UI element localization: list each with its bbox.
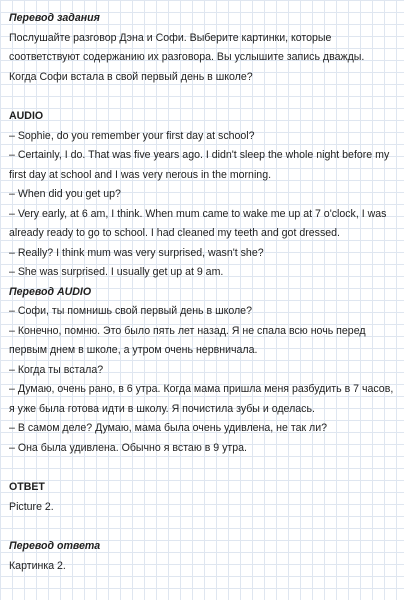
audio-line: – Really? I think mum was very surprised, wasn't she? (9, 246, 264, 259)
audio-translation-line: – В самом деле? Думаю, мама была очень удивлена, не так ли? (9, 422, 328, 434)
audio-line: – Certainly, I do. That was five years ago. I didn't sleep the whole night before my first day at school and I was very nerous in the morning. (9, 149, 390, 181)
audio-translation-dialogue (9, 302, 394, 458)
audio-dialogue (9, 127, 394, 283)
audio-translation-line: – Думаю, очень рано, в 6 утра. Когда мама пришла меня разбудить в 7 часов, я уже была готова идти в школу. Я почистила зубы и оделась. (9, 383, 394, 415)
audio-line: – When did you get up? (9, 188, 121, 200)
spacer (9, 517, 394, 537)
audio-line: – Sophie, do you remember your first day at school? (9, 129, 255, 142)
task-translation-heading: Перевод задания (9, 12, 100, 24)
audio-translation-line: – Когда ты встала? (9, 363, 104, 376)
answer-heading: ОТВЕТ (9, 481, 45, 493)
task-translation-text: Послушайте разговор Дэна и Софи. Выберите картинки, которые соответствуют содержанию их разговора. Вы услышите запись дважды. Когда Софи встала в свой первый день в школе? (9, 31, 365, 83)
audio-translation-line: – Конечно, помню. Это было пять лет назад. Я не спала всю ночь перед первым днем в школе, а утром очень нервничала. (9, 324, 366, 356)
audio-translation-line: – Она была удивлена. Обычно я встаю в 9 утра. (9, 441, 247, 454)
audio-translation-heading: Перевод AUDIO (9, 285, 92, 298)
audio-translation-line: – Софи, ты помнишь свой первый день в школе? (9, 305, 252, 317)
audio-heading: AUDIO (9, 110, 44, 122)
answer-text: Picture 2. (9, 500, 54, 513)
spacer (9, 87, 394, 107)
audio-line: – She was surprised. I usually get up at 9 am. (9, 266, 224, 278)
answer-translation-heading: Перевод ответа (9, 540, 101, 552)
spacer (9, 458, 394, 478)
audio-line: – Very early, at 6 am, I think. When mum came to wake me up at 7 o'clock, I was already ready to go to school. I had cleaned my teeth and got dressed. (9, 207, 387, 239)
answer-translation-text: Картинка 2. (9, 559, 66, 572)
